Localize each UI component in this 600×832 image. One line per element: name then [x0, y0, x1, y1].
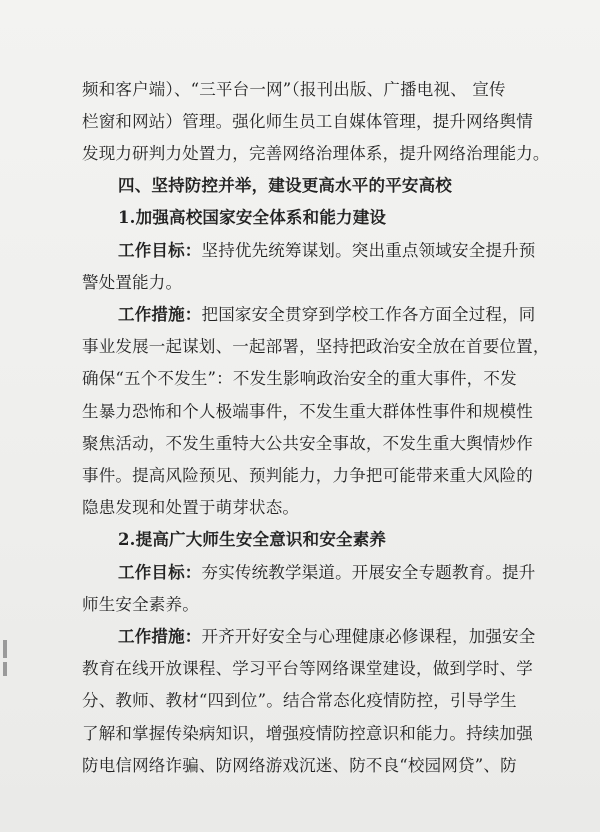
subsection-heading — [118, 530, 600, 550]
binding-mark — [3, 662, 7, 676]
text-line — [82, 756, 600, 776]
line-text: 事业发展一起谋划、一起部署，坚持把政治安全放在首要位置， — [82, 337, 550, 356]
text-line — [118, 241, 600, 261]
line-text: 隐患发现和处置于萌芽状态。 — [82, 498, 300, 517]
line-text: 警处置能力。 — [82, 273, 183, 292]
text-line — [82, 724, 600, 744]
line-text: 生暴力恐怖和个人极端事件，不发生重大群体性事件和规模性 — [82, 402, 533, 421]
heading-text: 四、坚持防控并举，建设更高水平的平安高校 — [118, 176, 452, 195]
label-text: 工作措施： — [118, 627, 202, 646]
line-text: 坚持优先统筹谋划。突出重点领域安全提升预 — [201, 241, 536, 260]
heading-text: 1.加强高校国家安全体系和能力建设 — [118, 208, 387, 227]
line-text: 了解和掌握传染病知识，增强疫情防控意识和能力。持续加强 — [82, 724, 533, 743]
text-line — [82, 402, 600, 422]
text-line — [82, 659, 600, 679]
line-text: 开齐开好安全与心理健康必修课程，加强安全 — [201, 627, 536, 646]
line-text: 把国家安全贯穿到学校工作各方面全过程，同 — [201, 305, 536, 324]
line-text: 发现力研判力处置力，完善网络治理体系，提升网络治理能力。 — [82, 144, 550, 163]
subsection-heading — [118, 208, 600, 228]
text-line — [118, 305, 600, 325]
text-line — [82, 434, 600, 454]
line-text: 分、教师、教材“四到位”。结合常态化疫情防控，引导学生 — [82, 691, 517, 710]
line-text: 频和客户端）、“三平台一网”（报刊出版、广播电视、 宣传 — [82, 80, 506, 99]
text-line — [82, 112, 600, 132]
text-line — [82, 498, 600, 518]
text-line — [82, 144, 600, 164]
text-line — [82, 337, 600, 357]
line-text: 教育在线开放课程、学习平台等网络课堂建设，做到学时、学 — [82, 659, 533, 678]
line-text: 确保“五个不发生”：不发生影响政治安全的重大事件，不发 — [82, 369, 517, 388]
text-line — [118, 627, 600, 647]
text-line — [82, 80, 600, 100]
text-line — [82, 595, 600, 615]
text-line — [82, 273, 600, 293]
section-heading — [118, 176, 600, 196]
line-text: 事件。提高风险预见、预判能力，力争把可能带来重大风险的 — [82, 466, 533, 485]
line-text: 聚焦活动，不发生重特大公共安全事故，不发生重大舆情炒作 — [82, 434, 533, 453]
text-line — [118, 563, 600, 583]
binding-mark — [3, 640, 7, 658]
line-text: 夯实传统教学渠道。开展安全专题教育。提升 — [201, 563, 536, 582]
line-text: 栏窗和网站）管理。强化师生员工自媒体管理，提升网络舆情 — [82, 112, 533, 131]
text-line — [82, 369, 600, 389]
heading-text: 2.提高广大师生安全意识和安全素养 — [118, 530, 387, 549]
text-line — [82, 466, 600, 486]
line-text: 师生安全素养。 — [82, 595, 199, 614]
label-text: 工作目标： — [118, 563, 202, 582]
line-text: 防电信网络诈骗、防网络游戏沉迷、防不良“校园网贷”、防 — [82, 756, 517, 775]
text-line — [82, 691, 600, 711]
label-text: 工作措施： — [118, 305, 202, 324]
label-text: 工作目标： — [118, 241, 202, 260]
